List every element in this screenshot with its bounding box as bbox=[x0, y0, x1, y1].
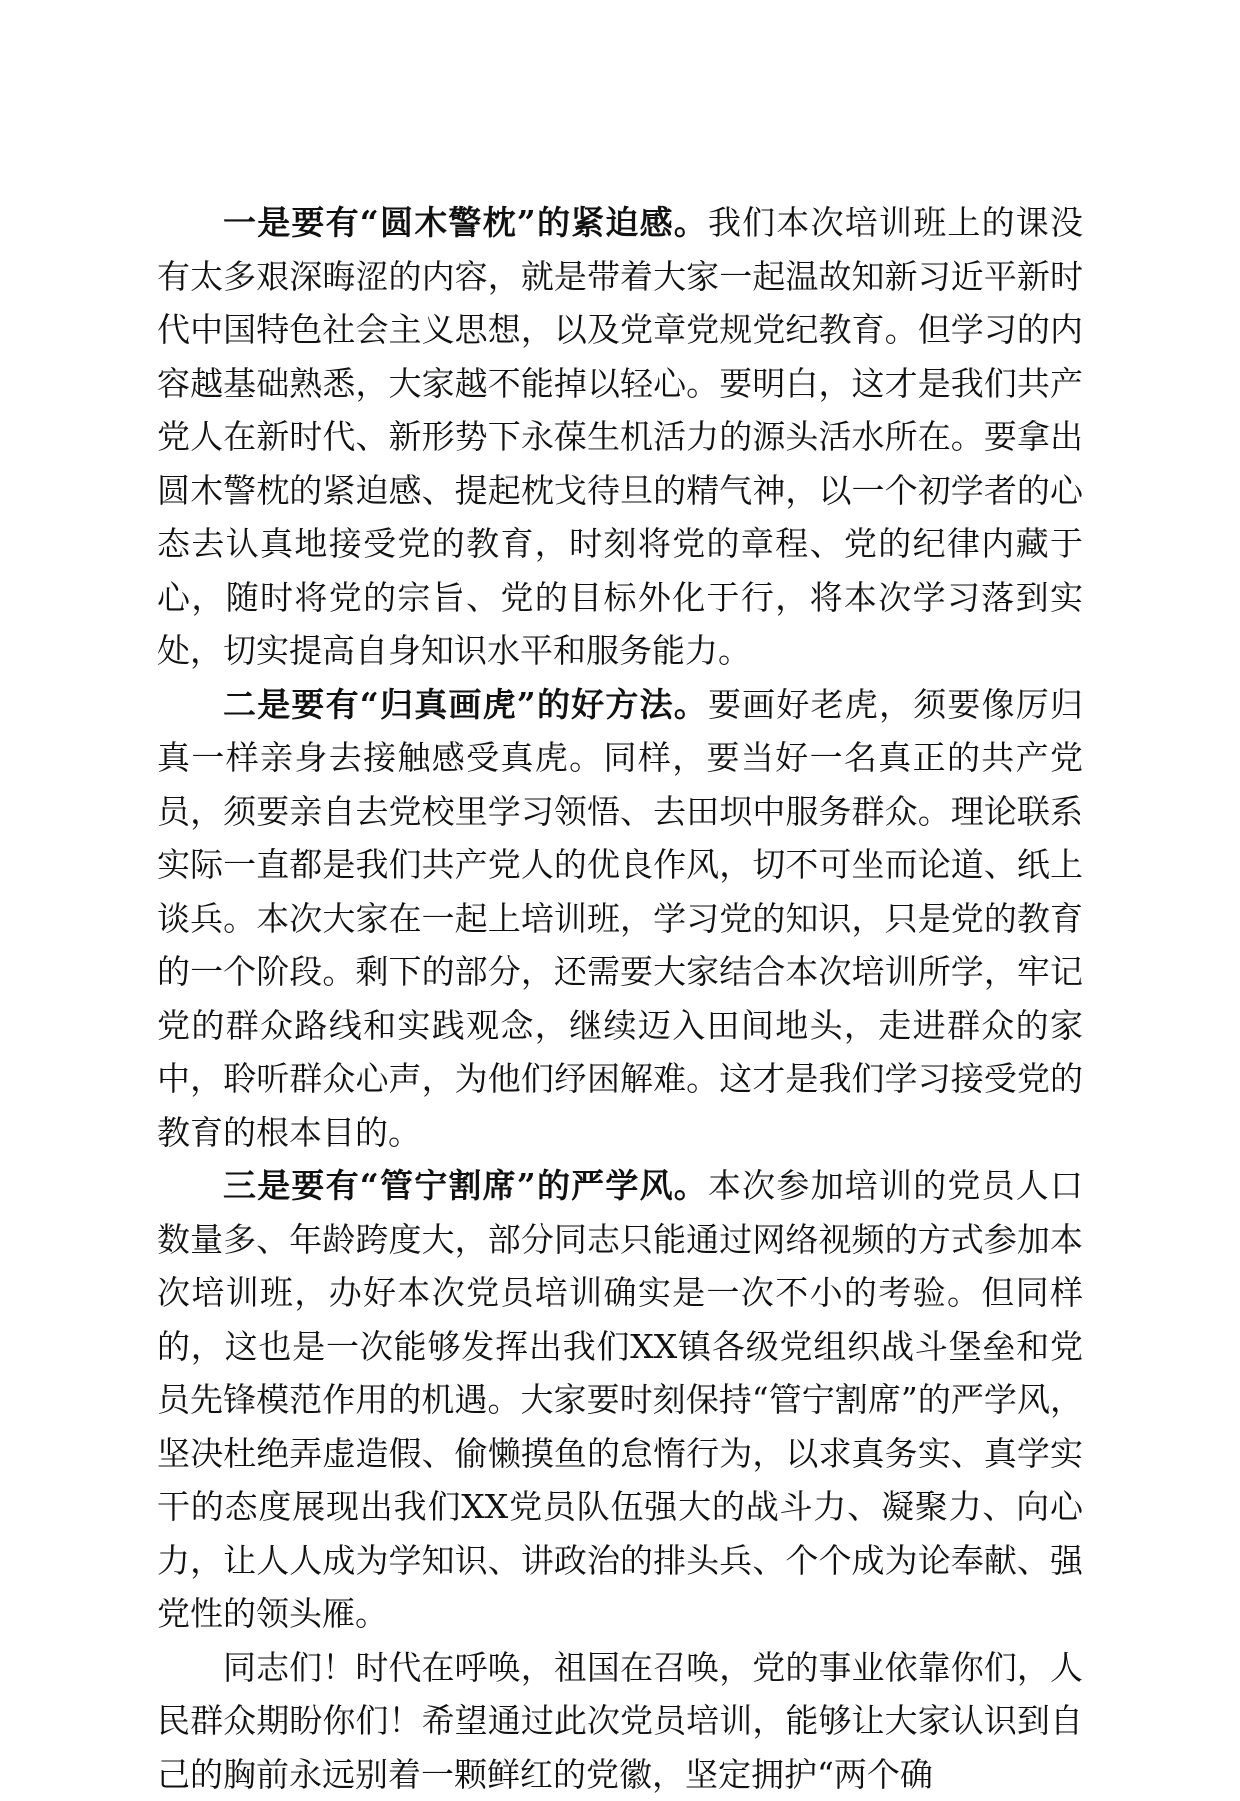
paragraph-study-style bbox=[157, 1159, 1083, 1641]
paragraph-method-body: 要画好老虎，须要像厉归真一样亲身去接触感受真虎。同样，要当好一名真正的共产党员，须要亲自去党校里学习领悟、去田坝中服务群众。理论联系实际一直都是我们共产党人的优良作风，切不可坐而论道、纸上谈兵。本次大家在一起上培训班，学习党的知识，只是党的教育的一个阶段。剩下的部分，还需要大家结合本次培训所学，牢记党的群众路线和实践观念，继续迈入田间地头，走进群众的家中，聆听群众心声，为他们纾困解难。这才是我们学习接受党的教育的根本目的。 bbox=[157, 685, 1083, 1152]
paragraph-closing-body: 同志们！时代在呼唤，祖国在召唤，党的事业依靠你们，人民群众期盼你们！希望通过此次党员培训，能够让大家认识到自己的胸前永远别着一颗鲜红的党徽，坚定拥护“两个确 bbox=[157, 1648, 1083, 1794]
paragraph-urgency-body: 我们本次培训班上的课没有太多艰深晦涩的内容，就是带着大家一起温故知新习近平新时代中国特色社会主义思想，以及党章党规党纪教育。但学习的内容越基础熟悉，大家越不能掉以轻心。要明白，这才是我们共产党人在新时代、新形势下永葆生机活力的源头活水所在。要拿出圆木警枕的紧迫感、提起枕戈待旦的精气神，以一个初学者的心态去认真地接受党的教育，时刻将党的章程、党的纪律内藏于心，随时将党的宗旨、党的目标外化于行，将本次学习落到实处，切实提高自身知识水平和服务能力。 bbox=[157, 203, 1083, 670]
paragraph-urgency bbox=[157, 196, 1083, 678]
document-page bbox=[157, 196, 1083, 1801]
paragraph-study-style-heading: 三是要有“管宁割席”的严学风。 bbox=[223, 1166, 708, 1205]
paragraph-method-heading: 二是要有“归真画虎”的好方法。 bbox=[223, 685, 708, 724]
paragraph-urgency-heading: 一是要有“圆木警枕”的紧迫感。 bbox=[223, 203, 708, 242]
paragraph-study-style-body: 本次参加培训的党员人口数量多、年龄跨度大，部分同志只能通过网络视频的方式参加本次培训班，办好本次党员培训确实是一次不小的考验。但同样的，这也是一次能够发挥出我们XX镇各级党组织战斗堡垒和党员先锋模范作用的机遇。大家要时刻保持“管宁割席”的严学风，坚决杜绝弄虚造假、偷懒摸鱼的怠惰行为，以求真务实、真学实干的态度展现出我们XX党员队伍强大的战斗力、凝聚力、向心力，让人人成为学知识、讲政治的排头兵、个个成为论奉献、强党性的领头雁。 bbox=[157, 1166, 1083, 1633]
paragraph-method bbox=[157, 678, 1083, 1160]
paragraph-closing bbox=[157, 1641, 1083, 1801]
